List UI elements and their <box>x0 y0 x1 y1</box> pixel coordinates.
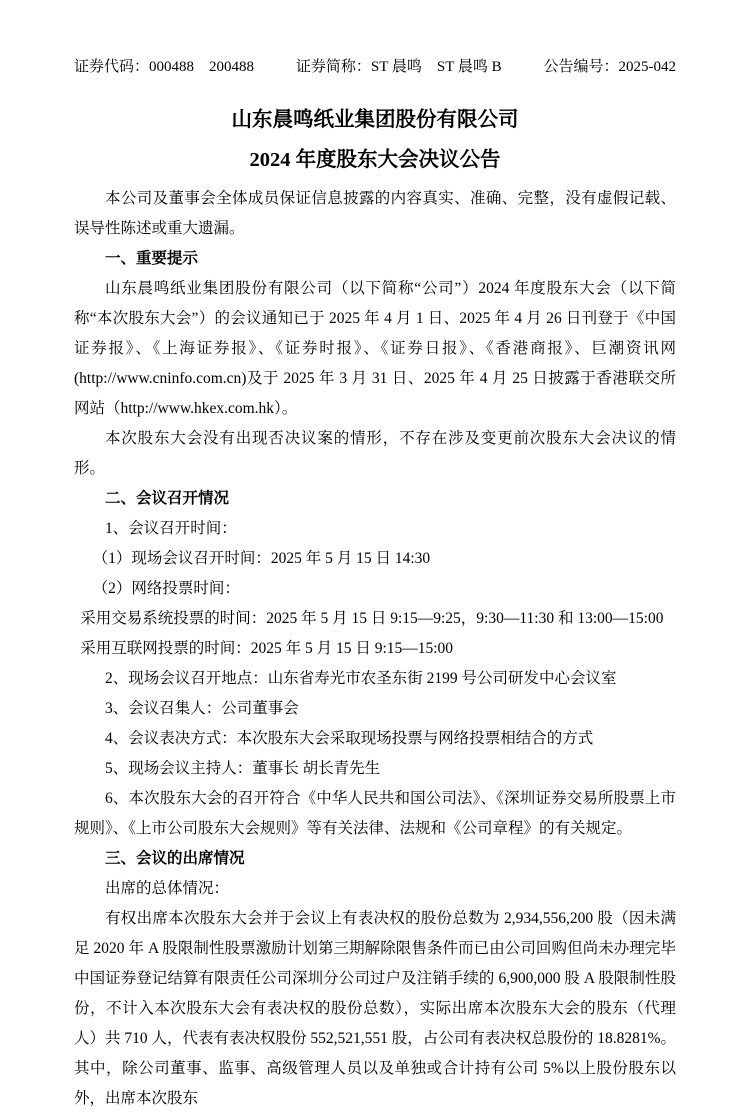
item-online-voting-time: （2）网络投票时间： <box>92 580 240 597</box>
item-meeting-convener: 3、会议召集人：公司董事会 <box>105 700 299 717</box>
item-internet-voting-time: 采用互联网投票的时间：2025 年 5 月 15 日 9:15—15:00 <box>80 640 454 657</box>
heading-section-1: 一、重要提示 <box>105 250 199 267</box>
item-meeting-chairman: 5、现场会议主持人：董事长 胡长青先生 <box>105 760 381 777</box>
heading-section-2: 二、会议召开情况 <box>105 490 230 507</box>
document-body <box>74 184 676 1114</box>
stock-code: 证券代码：000488 200488 <box>74 59 255 75</box>
item-onsite-meeting-time: （1）现场会议召开时间：2025 年 5 月 15 日 14:30 <box>92 550 431 567</box>
item-voting-method: 4、会议表决方式：本次股东大会采取现场投票与网络投票相结合的方式 <box>105 730 594 747</box>
item-attendance-overview-label: 出席的总体情况： <box>105 880 230 897</box>
para-attendance-details: 有权出席本次股东大会并于会议上有表决权的股份总数为 2,934,556,200 股（因未满足 2020 年 A 股限制性股票激励计划第三期解除限售条件而已由公司回购但尚未办理完毕中国证券登记结算有限责任公司深圳分公司过户及注销手续的 6,900,000 股 A 股限制性股份，不计入本次股东大会有表决权的股份总数），实际出席本次股东大会的股东（代理人）共 710 人，代表有表决权股份 552,521,551 股，占公司有表决权总股份的 18.8281%。其中，除公司董事、监事、高级管理人员以及单独或合计持有公司 5%以上股份股东以外，出席本次股东 <box>74 910 676 1107</box>
announcement-number: 公告编号：2025-042 <box>543 59 676 75</box>
para-no-rejected-proposals: 本次股东大会没有出现否决议案的情形，不存在涉及变更前次股东大会决议的情形。 <box>74 430 676 477</box>
company-title: 山东晨鸣纸业集团股份有限公司 <box>231 109 519 131</box>
item-meeting-time: 1、会议召开时间： <box>105 520 237 537</box>
para-disclaimer: 本公司及董事会全体成员保证信息披露的内容真实、准确、完整，没有虚假记载、误导性陈述或重大遗漏。 <box>74 190 676 237</box>
item-trading-system-voting-time: 采用交易系统投票的时间：2025 年 5 月 15 日 9:15—9:25，9:30—11:30 和 13:00—15:00 <box>80 610 664 627</box>
stock-short-name: 证券简称：ST 晨鸣 ST 晨鸣 B <box>295 59 502 75</box>
heading-section-3: 三、会议的出席情况 <box>105 850 245 867</box>
item-legal-compliance: 6、本次股东大会的召开符合《中华人民共和国公司法》、《深圳证券交易所股票上市规则》、《上市公司股东大会规则》等有关法律、法规和《公司章程》的有关规定。 <box>74 790 676 837</box>
item-meeting-location: 2、现场会议召开地点：山东省寿光市农圣东街 2199 号公司研发中心会议室 <box>105 670 617 687</box>
para-meeting-notice: 山东晨鸣纸业集团股份有限公司（以下简称“公司”）2024 年度股东大会（以下简称“本次股东大会”）的会议通知已于 2025 年 4 月 1 日、2025 年 4 月 26 日刊登于《中国证券报》、《上海证券报》、《证券时报》、《证券日报》、《香港商报》、巨潮资讯网(http://www.cninfo.com.cn)及于 2025 年 3 月 31 日、2025 年 4 月 25 日披露于香港联交所网站（http://www.hkex.com.hk）。 <box>74 280 676 417</box>
doc-header <box>74 57 676 77</box>
announcement-title: 2024 年度股东大会决议公告 <box>249 149 501 171</box>
